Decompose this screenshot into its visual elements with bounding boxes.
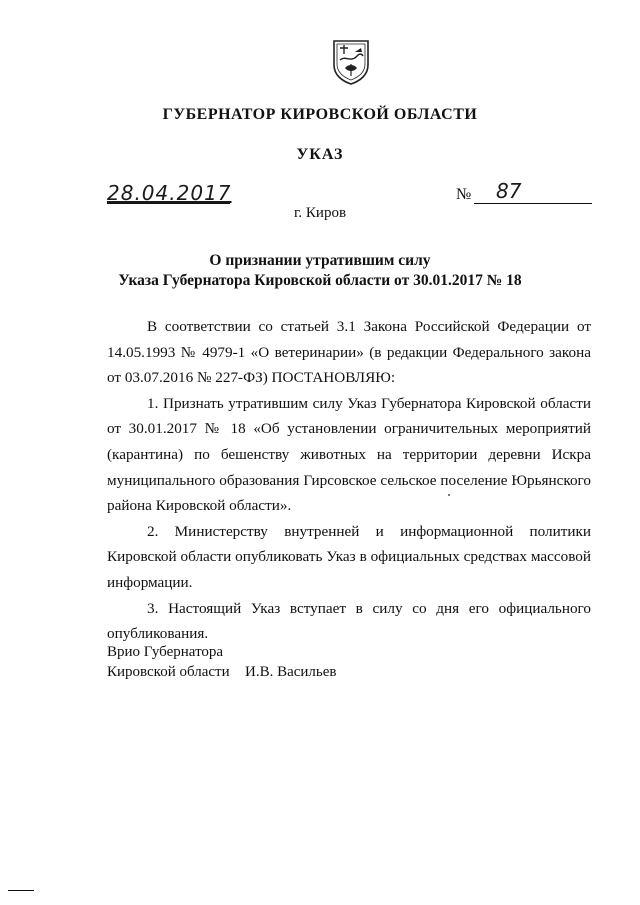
item-2-paragraph: 2. Министерству внутренней и информационной политики Кировской области опубликовать Указ в официальных средствах массовой информации.	[107, 522, 591, 591]
signatory-title-line-1: Врио Губернатора	[107, 644, 224, 660]
signatory-name: И.В. Васильев	[245, 664, 337, 680]
preamble-paragraph: В соответствии со статьей 3.1 Закона Российской Федерации от 14.05.1993 № 4979-1 «О ветеринарии» (в редакции Федерального закона от 03.07.2016 № 227-ФЗ) ПОСТАНОВЛЯЮ:	[107, 318, 591, 387]
scan-speck	[448, 494, 450, 496]
item-3-paragraph: 3. Настоящий Указ вступает в силу со дня его официального опубликования.	[107, 599, 591, 643]
number-field	[474, 181, 592, 204]
signatory-title-line-2: Кировской области	[107, 664, 230, 680]
title-line-2: Указа Губернатора Кировской области от 30.01.2017 № 18	[118, 272, 522, 289]
item-1-paragraph: 1. Признать утратившим силу Указ Губернатора Кировской области от 30.01.2017 № 18 «Об установлении ограничительных мероприятий (карантина) по бешенству животных на территории деревни Искра муниципального образования Гирсовское сельское поселение Юрьянского района Кировской области».	[107, 394, 591, 515]
title-line-1: О признании утратившим силу	[209, 252, 431, 269]
issuing-authority: ГУБЕРНАТОР КИРОВСКОЙ ОБЛАСТИ	[162, 106, 478, 123]
date-field	[107, 181, 230, 204]
handwritten-number: 87	[496, 179, 522, 203]
city: г. Киров	[293, 205, 347, 221]
document-title	[0, 251, 640, 291]
signatory-title	[107, 642, 230, 682]
document-type: УКАЗ	[296, 146, 344, 163]
kirov-coat-of-arms-icon	[331, 38, 371, 86]
footer-rule	[8, 890, 34, 891]
number-label: №	[456, 186, 472, 203]
document-body	[107, 314, 591, 647]
handwritten-date: 28.04.2017	[107, 181, 232, 205]
